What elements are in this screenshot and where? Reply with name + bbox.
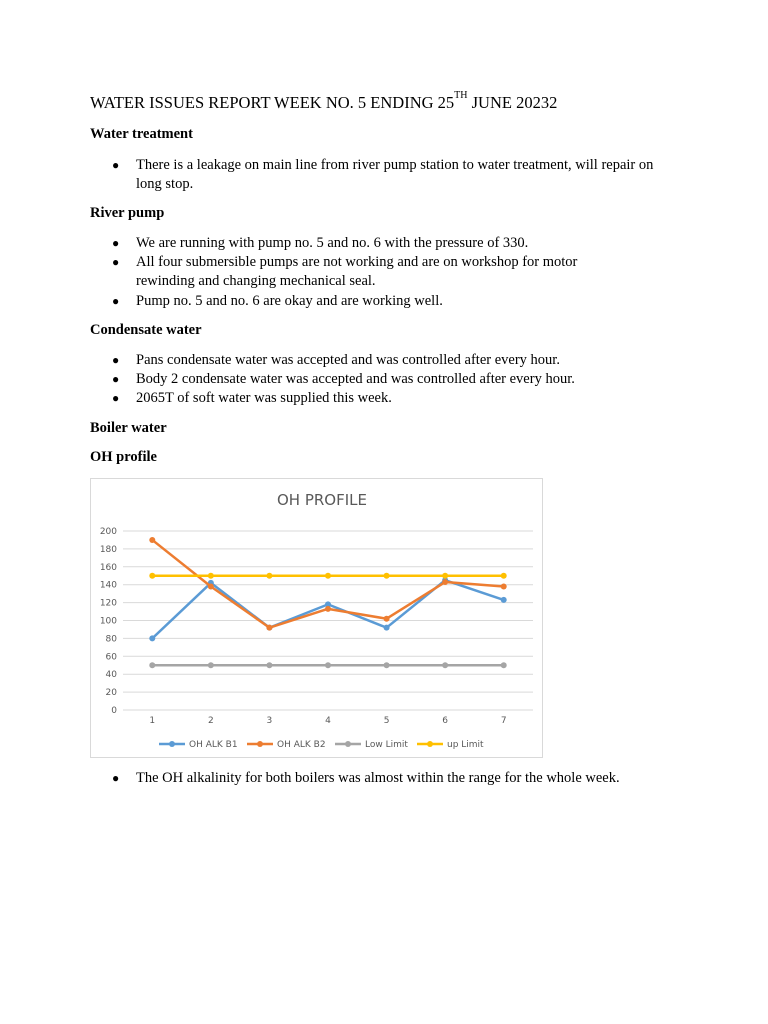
- list-item: ● Body 2 condensate water was accepted and was controlled after every hour.: [90, 370, 680, 389]
- section-heading-boiler-water: Boiler water: [90, 420, 167, 436]
- x-tick-label: 3: [266, 716, 273, 726]
- data-point: [501, 597, 507, 603]
- section-heading-river-pump: River pump: [90, 205, 165, 221]
- bullet-icon: ●: [112, 236, 120, 250]
- y-tick-label: 80: [105, 634, 117, 645]
- data-point: [149, 662, 155, 668]
- data-point: [149, 537, 155, 543]
- legend-label: OH ALK B2: [277, 740, 326, 750]
- list-item: ● 2065T of soft water was supplied this week.: [90, 389, 680, 408]
- section-heading-condensate-water: Condensate water: [90, 322, 202, 338]
- bullet-icon: ●: [112, 372, 120, 387]
- y-tick-label: 100: [99, 616, 117, 627]
- chart-title: OH PROFILE: [276, 491, 368, 509]
- series-line: [152, 540, 503, 628]
- list-item: ● The OH alkalinity for both boilers was almost within the range for the whole week.: [90, 769, 680, 788]
- data-point: [208, 573, 214, 579]
- data-point: [501, 573, 507, 579]
- section-heading-water-treatment: Water treatment: [90, 126, 193, 142]
- bullet-icon: ●: [112, 771, 120, 785]
- bullet-icon: ●: [112, 391, 120, 406]
- legend-marker: [345, 741, 351, 747]
- y-tick-label: 40: [105, 670, 117, 681]
- data-point: [384, 616, 390, 622]
- y-tick-label: 180: [99, 544, 117, 555]
- legend-marker: [427, 741, 433, 747]
- data-point: [442, 579, 448, 585]
- data-point: [384, 625, 390, 631]
- oh-profile-chart: [90, 478, 543, 758]
- x-tick-label: 2: [207, 716, 214, 726]
- bullet-icon: ●: [112, 353, 120, 367]
- bullet-icon: ●: [112, 158, 120, 172]
- data-point: [149, 635, 155, 641]
- y-tick-label: 0: [111, 706, 117, 716]
- data-point: [501, 583, 507, 589]
- list-item: ● Pans condensate water was accepted and was controlled after every hour.: [90, 351, 680, 370]
- data-point: [325, 573, 331, 579]
- y-tick-label: 60: [105, 652, 117, 663]
- data-point: [325, 662, 331, 668]
- data-point: [266, 625, 272, 631]
- legend-marker: [257, 741, 263, 747]
- report-title: WATER ISSUES REPORT WEEK NO. 5 ENDING 25TH JUNE 20232: [90, 90, 558, 112]
- data-point: [442, 662, 448, 668]
- x-tick-label: 1: [149, 716, 156, 726]
- data-point: [442, 573, 448, 579]
- data-point: [501, 662, 507, 668]
- boiler-water-list: [90, 769, 680, 788]
- bullet-icon: ●: [112, 293, 120, 308]
- x-tick-label: 6: [442, 716, 449, 726]
- y-tick-label: 20: [105, 688, 117, 699]
- y-tick-label: 120: [99, 598, 117, 609]
- legend-label: up Limit: [447, 740, 484, 750]
- data-point: [384, 662, 390, 668]
- y-tick-label: 160: [99, 562, 117, 573]
- data-point: [384, 573, 390, 579]
- data-point: [266, 662, 272, 668]
- data-point: [149, 573, 155, 579]
- x-tick-label: 7: [500, 716, 507, 726]
- y-tick-label: 140: [99, 580, 117, 591]
- river-pump-list: [90, 234, 680, 311]
- water-treatment-list: [90, 156, 680, 194]
- condensate-water-list: [90, 351, 680, 409]
- section-heading-oh-profile: OH profile: [90, 449, 157, 465]
- data-point: [325, 606, 331, 612]
- data-point: [266, 573, 272, 579]
- list-item: ● All four submersible pumps are not working and are on workshop for motor rewinding and changing mechanical seal.: [112, 254, 578, 290]
- list-item: ● There is a leakage on main line from river pump station to water treatment, will repair on long stop.: [112, 157, 654, 193]
- legend-marker: [169, 741, 175, 747]
- bullet-icon: ●: [112, 255, 120, 270]
- data-point: [208, 583, 214, 589]
- x-tick-label: 5: [383, 716, 390, 726]
- list-item: ● Pump no. 5 and no. 6 are okay and are working well.: [90, 292, 680, 311]
- chart-canvas: [91, 479, 542, 757]
- y-tick-label: 200: [99, 527, 117, 537]
- legend-label: Low Limit: [365, 740, 408, 750]
- data-point: [208, 662, 214, 668]
- list-item: ● We are running with pump no. 5 and no. 6 with the pressure of 330.: [90, 234, 680, 253]
- legend-label: OH ALK B1: [189, 740, 238, 750]
- x-tick-label: 4: [325, 716, 331, 726]
